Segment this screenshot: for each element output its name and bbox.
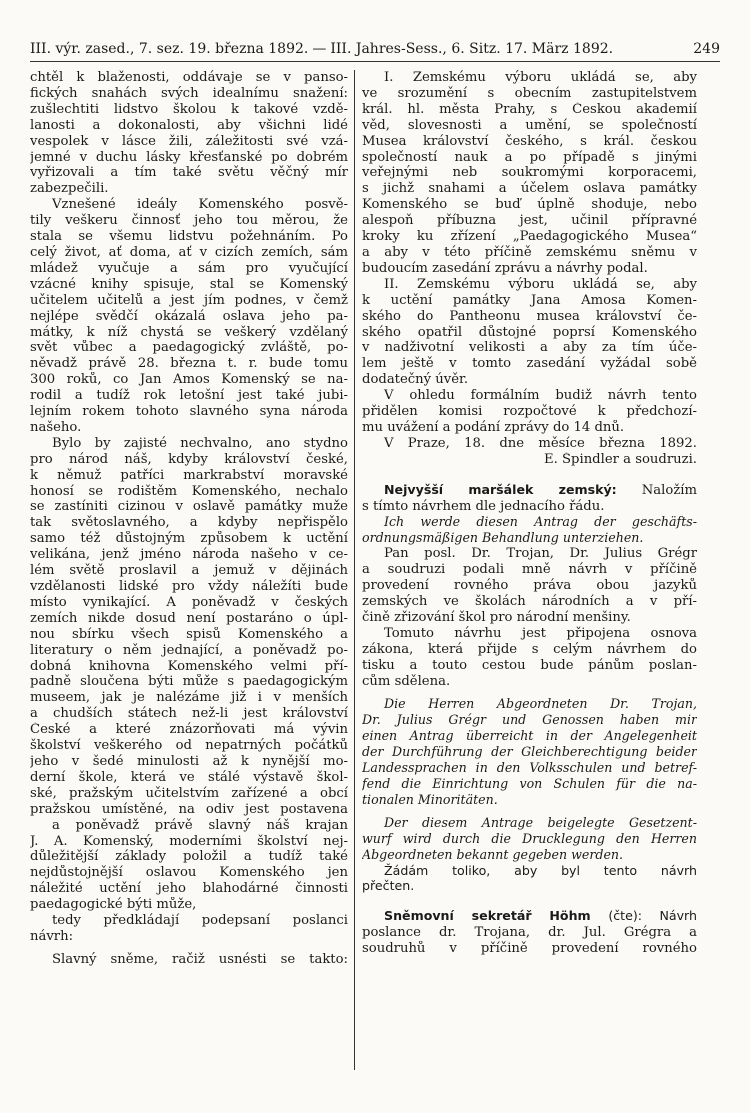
text-line: vzácné knihy spisuje, stal se Komenský [30,276,348,292]
text-line: chtěl k blaženosti, oddávaje se v panso- [30,70,348,85]
german-line: Dr. Julius Grégr und Genossen haben mir [362,712,697,728]
text-line: mátky, k níž chystá se veškerý vzdělaný [30,324,348,340]
speaker-name: Sněmovní sekretář Höhm [384,908,591,924]
text-line: zákona, která přijde s celým návrhem do [362,641,697,657]
text-line: Slavný sněme, račiž usnésti se takto: [52,951,348,967]
text-line: zemích nikde dosud není postaráno o úpl- [30,610,348,626]
text-line: paedagogické býti může, [30,897,197,913]
text-line: fických snahách svých idealnímu snažení: [30,85,348,101]
text-line: honosí se rodištěm Komenského, nechalo [30,483,348,499]
column-divider [354,70,355,1070]
text-line: zušlechtiti lidstvo školou k takové vzdě- [30,101,348,117]
text-line: zabezpečili. [30,181,109,197]
text-line: dodatečný úvěr. [362,372,469,388]
header-left: III. výr. zased., 7. sez. 19. března 1892. [30,41,309,57]
text-line: 300 roků, co Jan Amos Komenský se na- [30,372,348,388]
text-line: Žádám toliko, aby byl tento návrh [384,862,697,878]
text-line: věd, slovesnosti a umění, se společností [362,117,697,133]
text-line: I. Zemskému výboru ukládá se, aby [384,70,697,85]
text-line: veřejnými neb soukromými korporacemi, [362,165,697,181]
german-line: Der diesem Antrage beigelegte Gesetzent- [384,814,697,830]
german-line: einen Antrag überreicht in der Angelegenheit [362,728,697,744]
text-line: v nadživotní velikosti a aby za tím úče- [362,340,697,356]
text-line: vzdělanosti lidské pro vždy náležíti bude [30,579,348,594]
text-line: J. A. Komenský, moderními školství nej- [30,833,348,849]
text-line: kroky ku zřízení „Paedagogického Musea“ [362,229,697,245]
text-span: (čte): Návrh [608,908,697,924]
german-line: ordnungsmäßigen Behandlung unterziehen. [362,530,644,546]
text-line: tak světoslavného, a kdyby nepřispělo [30,515,348,531]
text-line: učitelem učitelů a jest jím podnes, v čemž [30,292,348,308]
text-line: a aby v této příčině zemskému sněmu v [362,244,697,260]
german-line: Ich werde diesen Antrag der geschäfts- [384,514,697,530]
text-line: místo vynikající. A poněvadž v českých [30,594,348,610]
text-line: přečten. [362,878,415,894]
text-line: čině zřizování škol pro národní menšiny. [362,609,631,625]
text-line: pro národ náš, kdyby království české, [30,451,348,467]
text-line: budoucím zasedání zprávu a návrhy podal. [362,260,648,276]
text-line: Musea království českého, s král. českou [362,133,697,149]
speaker-name: Nejvyšší maršálek zemský: [384,481,617,497]
text-line: museem, jak je nalézáme již i v menších [30,690,348,706]
text-line: tily veškeru činnosť jeho tou měrou, že [30,213,348,229]
text-line: cům sdělena. [362,673,451,689]
text-line: ve srozumění s obecním zastupitelstvem [362,85,697,101]
text-line: dobná knihovna Komenského velmi pří- [30,658,348,674]
text-line: svět vůbec a paedagogický zvláště, po- [30,340,348,356]
text-line: padně sloučena býti může s paedagogickým [30,674,348,690]
marshal-statement [362,482,697,499]
text-line: něvadž právě 28. března t. r. bude tomu [30,356,348,372]
text-line: Bylo by zajisté nechvalno, ano stydno [52,435,348,451]
text-line: zemských ve školách národních a v pří- [362,594,697,609]
text-line: našeho. [30,419,82,435]
text-line: literatury o něm jednající, a poněvadž po- [30,642,348,658]
text-line: lejním rokem tohoto slavného syna národa [30,404,348,420]
german-line: Landessprachen in den Volksschulen und betref- [362,760,697,776]
text-line: tisku a touto cestou bude pánům poslan- [362,657,697,673]
text-line: se zastíniti cizinou v oslavě památky muže [30,499,348,515]
right-column [362,70,697,957]
text-span: Naložím [641,482,697,498]
text-line: mu uvážení a podání zprávy do 14 dnů. [362,419,625,435]
text-line: ské, pražským učitelstvím zařízené a obcí [30,785,348,801]
page-header [30,30,720,62]
text-line: České a které znázorňovati má vývin [30,722,348,738]
text-line: a poněvadž právě slavný náš krajan [52,817,348,833]
text-line: ského do Pantheonu musea království če- [362,308,697,324]
text-line: a soudruzi podali mně návrh v příčině [362,562,697,578]
text-line: poslance dr. Trojana, dr. Jul. Grégra a [362,925,697,941]
left-column [30,70,348,968]
text-line: provedení rovného práva obou jazyků [362,578,697,594]
text-line: školství veškerého od nepatrných počátků [30,738,348,754]
text-line: lem ještě v tomto zasedání vyžádal sobě [362,356,697,372]
text-line: Tomuto návrhu jest připojena osnova [384,625,697,641]
german-line: Abgeordneten bekannt gegeben werden. [362,846,624,862]
german-line: Die Herren Abgeordneten Dr. Trojan, [384,696,697,712]
text-line: velikána, jenž jméno národa našeho v ce- [30,547,348,563]
text-line: přidělen komisi rozpočtové k předchozí- [362,404,697,420]
german-line: der Durchführung der Gleichberechtigung beider [362,744,697,760]
text-line: vespolek v lásce žili, záležitosti své vzá- [30,133,348,149]
text-line: náležité uctění jeho blahodárné činnosti [30,881,348,897]
text-line: pražskou umístěné, na odiv jest postavena [30,801,348,817]
german-line: wurf wird durch die Drucklegung den Herren [362,830,697,846]
text-line: lém světě proslavil a jemuž v dějinách [30,563,348,579]
text-line: s jichž snahami a účelem oslava památky [362,181,697,197]
text-line: II. Zemskému výboru ukládá se, aby [384,276,697,292]
text-line: důležitější základy položil a tudíž také [30,849,348,865]
text-line: stala se všemu lidstvu požehnáním. Po [30,229,348,245]
text-line: soudruhů v příčině provedení rovného [362,941,697,957]
text-line: společností nauk a po případě s jinými [362,149,697,165]
text-line: jemné v duchu lásky křesťanské po dobrém [30,149,348,165]
text-line: k němuž patříci markrabství moravské [30,467,348,483]
text-line: derní škole, která ve stálé výstavě škol- [30,769,348,785]
text-line: s tímto návrhem dle jednacího řádu. [362,498,605,514]
text-line: rodil a tudíž rok letošní jest také jubi- [30,388,348,404]
text-line: vyřizovali a tím také světu věčný mír [30,165,348,181]
german-line: fend die Einrichtung von Schulen für die na- [362,775,697,791]
text-line: samo též důstojným způsobem k uctění [30,531,348,547]
date-line: V Praze, 18. dne měsíce března 1892. [384,435,697,451]
text-line: Vznešené ideály Komenského posvě- [52,197,348,213]
text-line: jeho v šedé minulosti až k nynější mo- [30,753,348,769]
german-line: tionalen Minoritäten. [362,791,498,807]
header-right: III. Jahres-Sess., 6. Sitz. 17. März 1892. [330,41,614,57]
text-line: V ohledu formálním budiž návrh tento [384,388,697,404]
text-line: ského opatřil důstojné poprsí Komenského [362,324,697,340]
text-line: tedy předkládají podepsaní poslanci [52,913,348,929]
text-line: lanosti a dokonalosti, aby všichni lidé [30,117,348,133]
text-line: nejlépe svědčí okázalá oslava jeho pa- [30,308,348,324]
text-line: nejdůstojnější oslavou Komenského jen [30,865,348,881]
text-line: Pan posl. Dr. Trojan, Dr. Julius Grégr [384,546,697,562]
text-line: Komenského se buď úplně shoduje, nebo [362,197,697,213]
secretary-statement [362,908,697,925]
text-line: mládež vyučuje a sám pro vyučující [30,260,348,276]
text-line: alespoň příbuzna jest, učinil přípravné [362,213,697,229]
text-line: návrh: [30,928,74,944]
text-line: král. hl. města Prahy, s Českou akademií [362,101,697,117]
signature: E. Špindler a soudruzi. [543,451,697,467]
header-dash: — [312,41,327,57]
text-line: k uctění památky Jana Amosa Komen- [362,292,697,308]
page-number: 249 [693,41,720,57]
text-line: nou sbírku všech spisů Komenského a [30,626,348,642]
text-line: celý život, ať doma, ať v cizích zemích, sám [30,244,348,260]
text-line: a chudších státech než-li jest království [30,706,348,722]
